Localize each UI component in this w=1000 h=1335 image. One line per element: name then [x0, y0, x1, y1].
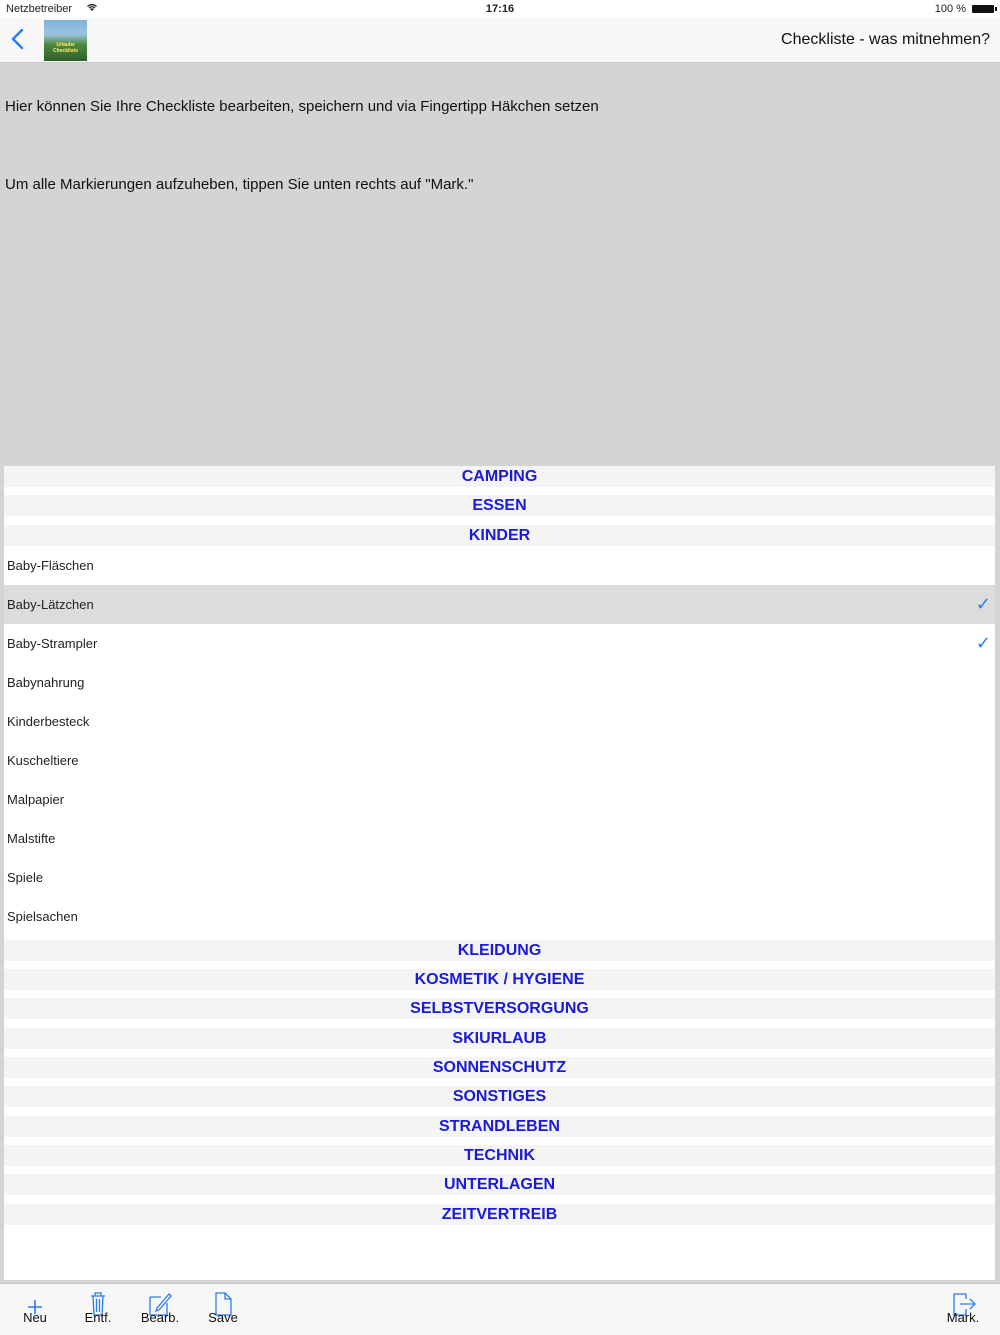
status-bar [0, 0, 1000, 18]
section-kinder[interactable]: KINDER [4, 525, 995, 546]
checkmark-icon: ✓ [975, 593, 991, 614]
kinder-items [4, 546, 995, 936]
page-title: Checkliste - was mitnehmen? [781, 31, 990, 48]
section-kosmetik-hygiene[interactable]: KOSMETIK / HYGIENE [4, 969, 995, 990]
battery-icon [972, 5, 994, 13]
app-logo-text: Urlaubs Checkliste [52, 42, 78, 54]
new-button-label: Neu [23, 1310, 47, 1325]
bottom-toolbar [0, 1283, 1000, 1335]
list-item[interactable] [4, 858, 995, 897]
edit-button-label: Bearb. [140, 1310, 180, 1325]
mark-button-label: Mark. [946, 1310, 980, 1325]
section-selbstversorgung[interactable]: SELBSTVERSORGUNG [4, 998, 995, 1019]
app-logo [44, 20, 87, 61]
carrier-label: Netzbetreiber [6, 3, 73, 15]
checkmark-icon: ✓ [975, 632, 991, 653]
delete-button[interactable] [73, 1288, 123, 1332]
section-camping[interactable]: CAMPING [4, 466, 995, 487]
section-unterlagen[interactable]: UNTERLAGEN [4, 1174, 995, 1195]
chevron-left-icon [8, 24, 28, 54]
delete-button-label: Entf. [84, 1310, 112, 1325]
checklist [4, 466, 995, 1280]
list-item[interactable] [4, 819, 995, 858]
item-label: Baby-Strampler [7, 635, 98, 651]
item-label: Malpapier [7, 791, 65, 807]
info-line-2: Um alle Markierungen aufzuheben, tippen Sie unten rechts auf "Mark." [5, 176, 474, 193]
list-item[interactable] [4, 624, 995, 663]
section-technik[interactable]: TECHNIK [4, 1145, 995, 1166]
mark-button[interactable] [938, 1288, 988, 1332]
item-label: Kinderbesteck [7, 713, 90, 729]
section-sonnenschutz[interactable]: SONNENSCHUTZ [4, 1057, 995, 1078]
list-item[interactable] [4, 702, 995, 741]
item-label: Baby-Lätzchen [7, 596, 94, 612]
info-line-1: Hier können Sie Ihre Checkliste bearbeiten, speichern und via Fingertipp Häkchen setzen [5, 98, 599, 115]
save-button-label: Save [208, 1310, 238, 1325]
list-item[interactable] [4, 741, 995, 780]
save-button[interactable] [198, 1288, 248, 1332]
section-kleidung[interactable]: KLEIDUNG [4, 940, 995, 961]
item-label: Baby-Fläschen [7, 557, 94, 573]
section-strandleben[interactable]: STRANDLEBEN [4, 1116, 995, 1137]
item-label: Kuscheltiere [7, 752, 79, 768]
battery-percentage: 100 % [934, 3, 966, 15]
section-sonstiges[interactable]: SONSTIGES [4, 1086, 995, 1107]
section-essen[interactable]: ESSEN [4, 495, 995, 516]
list-item[interactable] [4, 585, 995, 624]
info-text [5, 98, 599, 193]
navigation-bar [0, 18, 1000, 63]
list-item[interactable] [4, 546, 995, 585]
item-label: Spielsachen [7, 908, 78, 924]
section-skiurlaub[interactable]: SKIURLAUB [4, 1028, 995, 1049]
item-label: Malstifte [7, 830, 56, 846]
back-button[interactable] [8, 24, 32, 54]
item-label: Babynahrung [7, 674, 85, 690]
section-zeitvertreib[interactable]: ZEITVERTREIB [4, 1204, 995, 1225]
new-button[interactable] [10, 1288, 60, 1332]
list-item[interactable] [4, 780, 995, 819]
status-time: 17:16 [485, 3, 515, 15]
list-item[interactable] [4, 663, 995, 702]
edit-button[interactable] [135, 1288, 185, 1332]
item-label: Spiele [7, 869, 44, 885]
list-item[interactable] [4, 897, 995, 936]
